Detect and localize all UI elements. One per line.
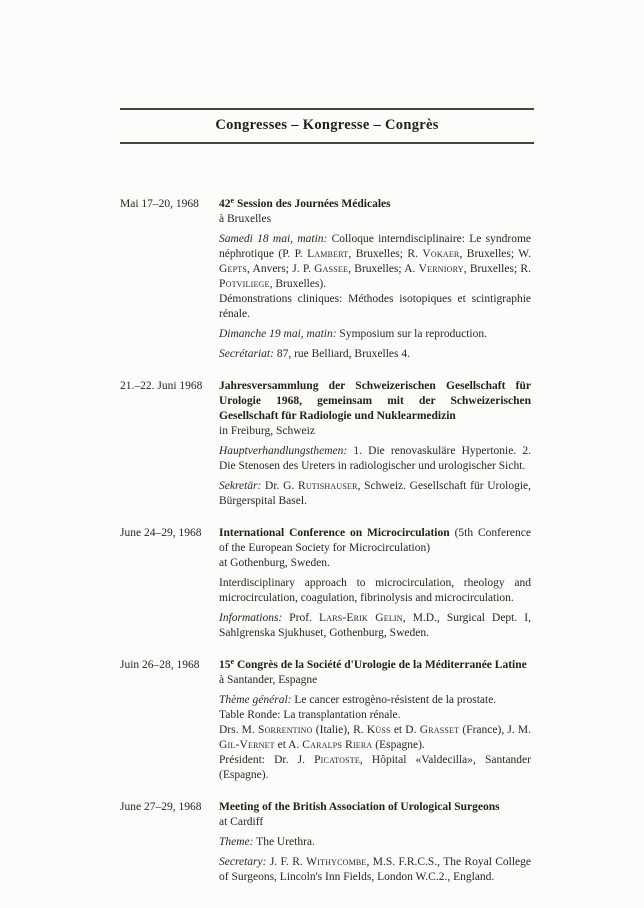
page-header	[120, 108, 534, 144]
text-run: Démonstrations cliniques: Méthodes isotopiques et scintigraphie rénale.	[219, 293, 531, 320]
text-run: Jahresversammlung der Schweizerischen Gesellschaft für Urologie 1968, gemeinsam mit der Schweizerischen Gesellschaft für Radiologie und Nuklearmedizin	[219, 380, 531, 422]
text-run: The Urethra.	[253, 836, 315, 848]
text-run: Dr. G.	[261, 480, 298, 492]
entry-date: June 27–29, 1968	[120, 801, 202, 813]
text-run: , Bruxelles; R.	[463, 263, 531, 275]
congress-entry	[120, 526, 531, 641]
entry-paragraph	[219, 444, 531, 474]
text-run: , Schweiz. Gesellschaft für Urologie, Bürgerspital Basel.	[219, 480, 531, 507]
page-title: Congresses – Kongresse – Congrès	[215, 117, 439, 133]
text-run: Rutishauser	[297, 480, 358, 492]
text-run: Küss	[366, 724, 391, 736]
text-run: (Espagne).	[372, 739, 425, 751]
text-run: 1. Die renovaskuläre Hypertonie. 2. Die Stenosen des Ureters in radiologischer und urologischer Sicht.	[219, 445, 531, 472]
text-run: Table Ronde: La transplantation rénale.	[219, 709, 401, 721]
entry-paragraph	[219, 611, 531, 641]
text-run: Hauptverhandlungsthemen:	[219, 445, 348, 457]
text-run: Le cancer estrogèno-résistent de la prostate.	[291, 694, 497, 706]
entry-paragraph	[219, 693, 531, 783]
entry-title	[219, 526, 531, 556]
text-run: Drs. M.	[219, 724, 258, 736]
text-run: , M.S. F.R.C.S., The Royal College of Surgeons, Lincoln's Inn Fields, London W.C.2., England.	[219, 856, 532, 883]
text-run: Lambert	[307, 248, 349, 260]
text-run: , Hôpital «Valdecilla», Santander (Espagne).	[219, 754, 531, 781]
text-run: Samedi 18 mai, matin:	[219, 233, 328, 245]
congress-entry	[120, 379, 531, 509]
text-run: (France), J. M.	[459, 724, 532, 736]
entry-content	[219, 379, 531, 509]
entry-paragraph	[219, 327, 531, 342]
entry-location: at Gothenburg, Sweden.	[219, 557, 330, 569]
text-run: Lars-Erik Gelin	[319, 612, 403, 624]
text-run: 87, rue Belliard, Bruxelles 4.	[273, 348, 410, 360]
text-run: Gepts	[219, 263, 247, 275]
text-run: Sekretär:	[219, 480, 262, 492]
entry-title	[219, 800, 531, 815]
text-run: International Conference on Microcirculation	[219, 527, 450, 539]
congress-entry	[120, 197, 531, 362]
entry-content	[219, 197, 531, 362]
entry-title	[219, 197, 531, 212]
entry-paragraph	[219, 232, 531, 322]
text-run: (Italie), R.	[312, 724, 367, 736]
text-run: Sorrentino	[257, 724, 313, 736]
text-run: et A.	[274, 739, 303, 751]
text-run: (5th Conference of the European Society for Microcirculation)	[219, 527, 531, 554]
entry-paragraph	[219, 479, 531, 509]
entry-date: Juin 26–28, 1968	[120, 659, 200, 671]
text-run: , Bruxelles; R.	[348, 248, 423, 260]
entry-paragraph	[219, 576, 531, 606]
entry-content	[219, 800, 531, 885]
text-run: , Bruxelles).	[269, 278, 327, 290]
text-run: Gil-Vernet	[219, 739, 275, 751]
congress-list	[120, 197, 531, 885]
entry-date: June 24–29, 1968	[120, 527, 202, 539]
text-run: , Bruxelles; A.	[348, 263, 419, 275]
text-run: Symposium sur la reproduction.	[336, 328, 487, 340]
text-run: , M.D., Surgical Dept. I, Sahlgrenska Sjukhuset, Gothenburg, Sweden.	[219, 612, 531, 639]
entry-date: Mai 17–20, 1968	[120, 198, 199, 210]
congress-entry	[120, 800, 531, 885]
entry-title	[219, 379, 531, 424]
entry-date: 21.–22. Juni 1968	[120, 380, 203, 392]
text-run: Caralps Riera	[302, 739, 373, 751]
text-run: e	[230, 196, 235, 205]
text-run: 42	[219, 198, 231, 210]
text-run: Secrétariat:	[219, 348, 274, 360]
entry-content	[219, 526, 531, 641]
entry-location: à Bruxelles	[219, 213, 272, 225]
text-run: Verniory	[418, 263, 464, 275]
text-run: Grasset	[419, 724, 460, 736]
text-run: Prof.	[282, 612, 319, 624]
entry-location: at Cardiff	[219, 816, 264, 828]
text-run: Theme:	[219, 836, 254, 848]
entry-location: in Freiburg, Schweiz	[219, 425, 315, 437]
entry-location: à Santander, Espagne	[219, 674, 318, 686]
text-run: Meeting of the British Association of Urological Surgeons	[219, 801, 500, 813]
text-run: et D.	[390, 724, 420, 736]
text-run: Picatoste	[314, 754, 360, 766]
text-run: Potviliege	[219, 278, 270, 290]
text-run: Vokaer	[422, 248, 460, 260]
entry-paragraph	[219, 835, 531, 850]
text-run: Withycombe	[306, 856, 367, 868]
entry-content	[219, 658, 531, 783]
entry-paragraph	[219, 855, 531, 885]
text-run: e	[230, 657, 235, 666]
text-run: 15	[219, 659, 231, 671]
text-run: Interdisciplinary approach to microcirculation, rheology and microcirculation, coagulation, fibrinolysis and microcirculation.	[219, 577, 531, 604]
text-run: Colloque interndisciplinaire: Le syndrome néphrotique (P. P.	[219, 233, 531, 260]
text-run: J. F. R.	[266, 856, 307, 868]
header-rule-bottom	[120, 142, 534, 144]
text-run: Gassee	[314, 263, 349, 275]
entry-paragraph	[219, 347, 531, 362]
congress-entry	[120, 658, 531, 783]
text-run: Congrès de la Société d'Urologie de la Méditerranée Latine	[234, 659, 527, 671]
text-run: Thème général:	[219, 694, 292, 706]
text-run: Informations:	[219, 612, 283, 624]
text-run: Dimanche 19 mai, matin:	[219, 328, 337, 340]
text-run: Secretary:	[219, 856, 267, 868]
text-run: Président: Dr. J.	[219, 754, 315, 766]
text-run: Session des Journées Médicales	[234, 198, 391, 210]
text-run: , Anvers; J. P.	[246, 263, 315, 275]
text-run: , Bruxelles; W.	[459, 248, 531, 260]
entry-title	[219, 658, 531, 673]
